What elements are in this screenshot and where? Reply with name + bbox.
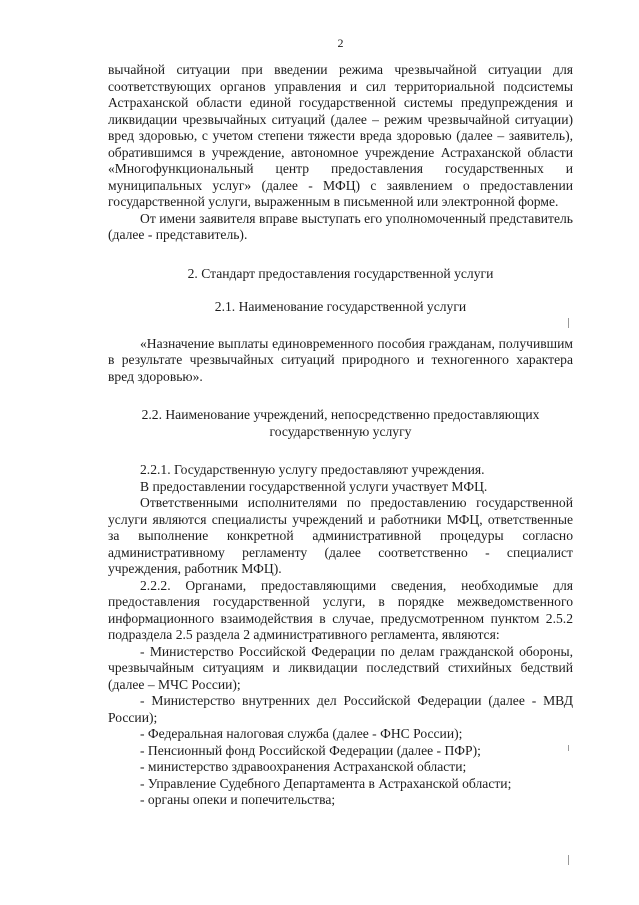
intro-paragraph-2: От имени заявителя вправе выступать его уполномоченный представитель (далее - представитель). [108, 210, 573, 242]
bodies-list [108, 644, 573, 809]
list-item: - Федеральная налоговая служба (далее - ФНС России); [140, 726, 463, 741]
intro-paragraph-1: вычайной ситуации при введении режима чрезвычайной ситуации для соответствующих органов управления и сил территориальной подсистемы Астраханской области единой государственной системы предупреждения и ликвидации чрезвычайных ситуаций (далее – режим чрезвычайной ситуации) вред здоровью, с учетом степени тяжести вреда здоровью (далее – заявитель), обратившимся в учреждение, автономное учреждение Астраханской области «Многофункциональный центр предоставления государственных и муниципальных услуг» (далее - МФЦ) с заявлением о предоставлении государственной услуги, выраженным в письменной или электронной форме. [108, 62, 573, 209]
list-item: - Министерство внутренних дел Российской Федерации (далее - МВД России); [108, 693, 573, 725]
section-2-title: 2. Стандарт предоставления государственной услуги [187, 265, 494, 281]
list-item: - Пенсионный фонд Российской Федерации (далее - ПФР); [140, 742, 481, 758]
scan-mark [568, 745, 569, 751]
service-name-text: «Назначение выплаты единовременного пособия гражданам, получившим в результате чрезвычайных ситуаций природного и техногенного характера вред здоровью». [108, 335, 573, 384]
page-number: 2 [337, 36, 344, 50]
paragraph-2-2-2: 2.2.2. Органами, предоставляющими сведения, необходимые для предоставления государственной услуги, в порядке межведомственного информационного взаимодействия в случае, предусмотренном пунктом 2.5.2 подраздела 2.5 раздела 2 административного регламента, являются: [108, 577, 573, 642]
scan-mark [568, 855, 569, 865]
scan-mark [568, 318, 569, 328]
section-2-2-title: 2.2. Наименование учреждений, непосредственно предоставляющих государственную услугу [141, 407, 540, 439]
list-item: - Министерство Российской Федерации по делам гражданской обороны, чрезвычайным ситуациям и ликвидации последствий стихийных бедствий (далее – МЧС России); [108, 643, 573, 692]
paragraph-executors: Ответственными исполнителями по предоставлению государственной услуги являются специалисты учреждений и работники МФЦ, ответственные за выполнение конкретной административной процедуры согласно административному регламенту (далее соответственно - специалист учреждения, работник МФЦ). [108, 495, 573, 576]
list-item: - органы опеки и попечительства; [140, 792, 336, 807]
list-item: - министерство здравоохранения Астраханской области; [140, 759, 467, 774]
section-2-1-title: 2.1. Наименование государственной услуги [214, 299, 467, 314]
list-item: - Управление Судебного Департамента в Астраханской области; [140, 775, 512, 791]
paragraph-mfc-participation: В предоставлении государственной услуги участвует МФЦ. [140, 478, 488, 494]
paragraph-2-2-1: 2.2.1. Государственную услугу предоставляют учреждения. [140, 462, 485, 477]
